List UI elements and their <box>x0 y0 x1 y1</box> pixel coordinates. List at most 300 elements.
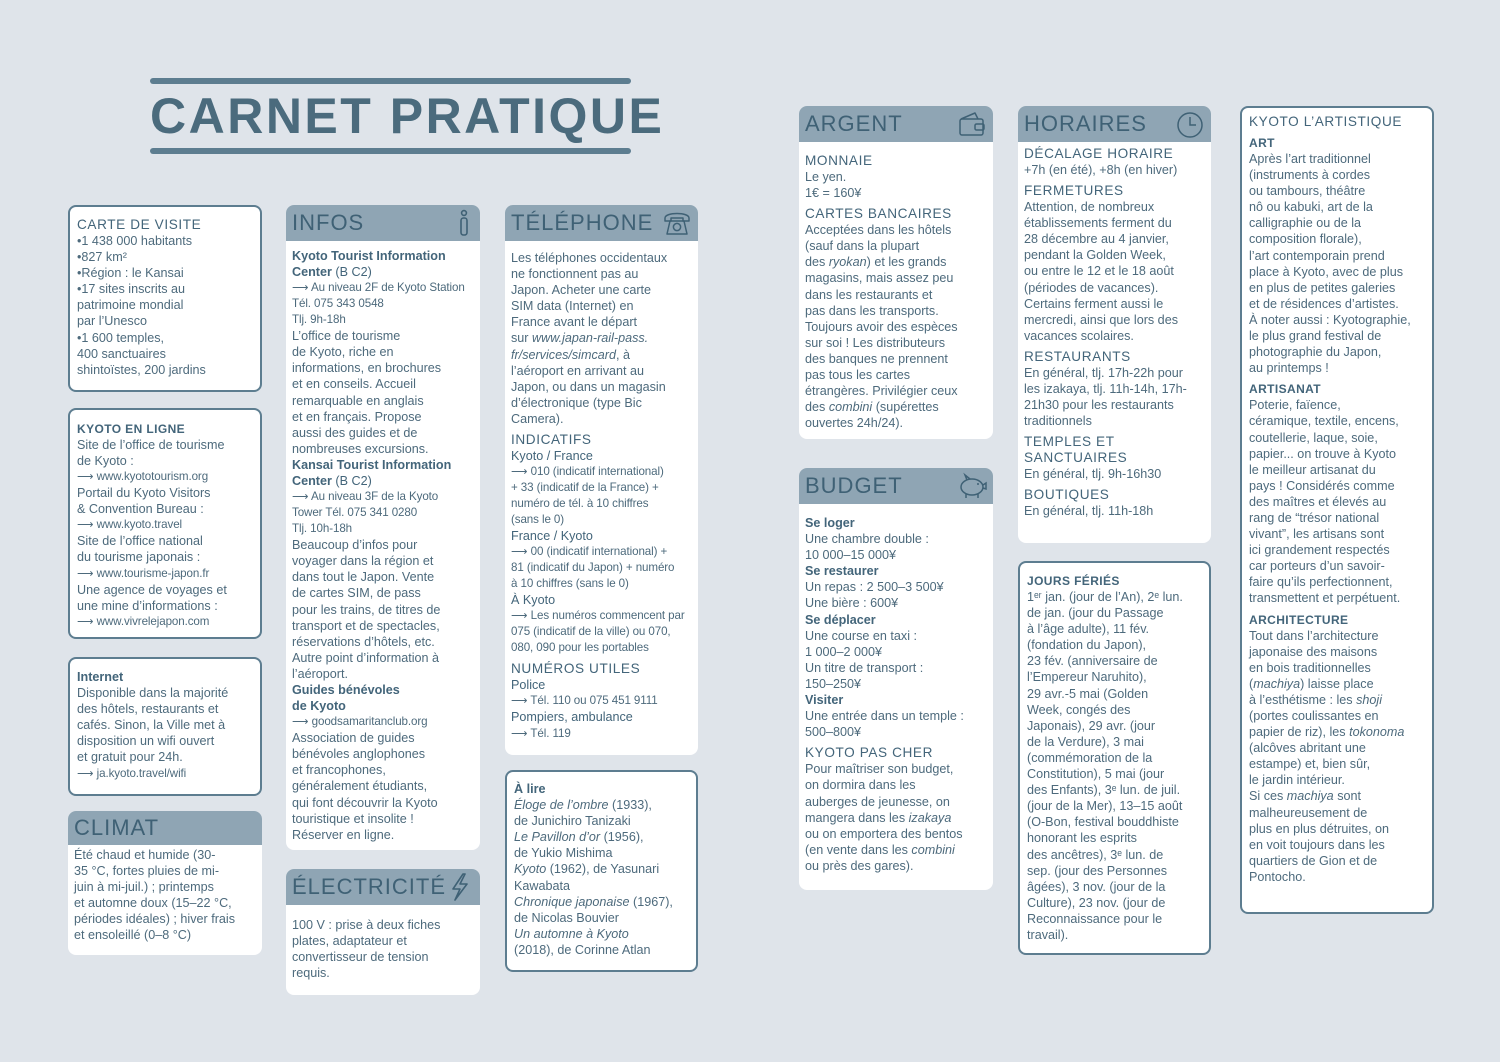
argent-text: sur soi ! Les distributeurs <box>805 335 945 350</box>
architecture-text: en voit toujours dans les <box>1249 837 1385 852</box>
horaires-text: En général, tlj. 11h-18h <box>1024 504 1154 519</box>
argent-term: combini <box>828 400 873 415</box>
electricite-header <box>286 869 480 905</box>
argent-text: dans les restaurants et <box>805 287 933 302</box>
climat-text: Été chaud et humide (30- <box>74 848 216 862</box>
artisanat-text: transmettent et perpétuent. <box>1249 591 1401 606</box>
indicatifs-heading: INDICATIFS <box>511 432 592 448</box>
info-icon <box>444 209 474 237</box>
budget-label: Se restaurer <box>805 564 879 579</box>
electricite-box <box>286 869 480 995</box>
en-ligne-text: de Kyoto : <box>77 454 134 469</box>
kyoto-pas-cher-heading: KYOTO PAS CHER <box>805 745 934 761</box>
artisanat-text: pays ! Considérés comme <box>1249 478 1395 493</box>
infos-hours: Tlj. 10h-18h <box>292 522 353 536</box>
jours-feries-heading: JOURS FÉRIÉS <box>1027 574 1120 588</box>
en-ligne-text: & Convention Bureau : <box>77 502 204 517</box>
artisanat-text: ici grandement respectés <box>1249 543 1390 558</box>
budget-term: izakaya <box>908 810 952 825</box>
telephone-text: , à <box>615 347 630 362</box>
title-rule-top <box>150 78 631 84</box>
telephone-heading: TÉLÉPHONE <box>511 210 654 235</box>
vivrelejapon-link[interactable]: ⟶ www.vivrelejapon.com <box>77 614 210 628</box>
telephone-box <box>505 205 698 755</box>
ferie-text: 1ᵉʳ jan. (jour de l’An), 2ᵉ lun. <box>1027 590 1183 604</box>
architecture-text: quartiers de Gion et de <box>1249 853 1378 868</box>
page-title: CARNET PRATIQUE <box>150 88 665 144</box>
carte-heading: CARTE DE VISITE <box>77 217 202 232</box>
en-ligne-text: Une agence de voyages et <box>77 582 227 597</box>
argent-text: étrangères. Privilégier ceux <box>805 384 958 399</box>
argent-text: Acceptées dans les hôtels <box>805 223 952 238</box>
book-year: (1933), <box>608 798 652 813</box>
indicatif-label: France / Kyoto <box>511 529 593 544</box>
carte-line: patrimoine mondial <box>77 298 184 313</box>
climat-text: 35 °C, fortes pluies de mi- <box>74 864 220 879</box>
architecture-heading: ARCHITECTURE <box>1249 612 1349 627</box>
book-title: Le Pavillon d’or <box>514 830 601 845</box>
electricite-text: convertisseur de tension <box>292 950 429 965</box>
infos-text: et en français. Propose <box>292 409 422 424</box>
infos-text: pour les trains, de titres de <box>292 602 441 617</box>
architecture-text: (alcôves abritant une <box>1249 741 1366 756</box>
horaires-text: établissements ferment du <box>1024 216 1172 231</box>
infos-kyoto-title: Center <box>292 265 332 280</box>
telephone-text: ne fonctionnent pas au <box>511 267 639 282</box>
budget-text: Une course en taxi : <box>805 628 918 643</box>
artisanat-text: vivant”, les artisans sont <box>1249 527 1385 542</box>
architecture-text: sont <box>1333 789 1362 804</box>
climat-header <box>68 811 262 845</box>
architecture-text: papier de riz), les <box>1249 725 1350 740</box>
budget-text: Une chambre double : <box>805 532 929 547</box>
infos-text: de Kyoto, riche en <box>292 345 394 360</box>
climat-box <box>68 811 262 955</box>
ferie-text: de jan. (jour du Passage <box>1027 606 1164 621</box>
art-text: en plus de petites galeries <box>1249 280 1396 295</box>
indicatif-detail: ⟶ Les numéros commencent par <box>511 609 685 623</box>
ferie-text: honorant les esprits <box>1027 831 1137 846</box>
en-ligne-text: Portail du Kyoto Visitors <box>77 486 211 501</box>
wallet-icon <box>957 110 987 138</box>
horaires-text: Attention, de nombreux <box>1024 200 1155 215</box>
numeros-utiles-heading: NUMÉROS UTILES <box>511 661 641 677</box>
indicatif-detail: ⟶ 00 (indicatif international) + <box>511 545 668 559</box>
telephone-text: Japon, ou dans un magasin <box>511 379 666 394</box>
indicatif-detail: 81 (indicatif du Japon) + numéro <box>511 561 675 575</box>
indicatif-detail: (sans le 0) <box>511 513 565 527</box>
internet-text: et gratuit pour 24h. <box>77 750 183 765</box>
budget-text: ou on emportera des bentos <box>805 826 963 841</box>
ferie-text: 23 fév. (anniversaire de <box>1027 654 1158 669</box>
ferie-text: à l’âge adulte), 11 fév. <box>1027 622 1150 637</box>
argent-text: pas dans les transports. <box>805 303 939 318</box>
japan-rail-pass-link[interactable]: fr/services/simcard <box>511 347 616 362</box>
argent-text: des <box>805 255 829 270</box>
budget-label: Se déplacer <box>805 612 876 627</box>
telephone-text: France avant le départ <box>511 315 638 330</box>
horaires-heading: HORAIRES <box>1024 111 1147 136</box>
book-title: Éloge de l’ombre <box>514 798 609 813</box>
budget-text: Pour maîtriser son budget, <box>805 762 954 777</box>
horaires-text: les izakaya, tlj. 11h-14h, 17h- <box>1024 382 1187 397</box>
temples-heading: TEMPLES ET <box>1024 434 1115 450</box>
budget-heading: BUDGET <box>805 473 903 498</box>
infos-text: nombreuses excursions. <box>292 441 429 456</box>
telephone-header <box>505 205 698 241</box>
book-author: de Yukio Mishima <box>514 846 613 861</box>
en-ligne-text: une mine d’informations : <box>77 598 218 613</box>
kyoto-artistique-box <box>1240 106 1434 914</box>
ferie-text: des ancêtres), 3ᵉ lun. de <box>1027 847 1164 862</box>
indicatif-label: À Kyoto <box>511 593 556 608</box>
book-title: Un automne à Kyoto <box>514 926 629 941</box>
architecture-term: shoji <box>1356 692 1382 707</box>
en-ligne-text: Site de l’office national <box>77 534 203 549</box>
book-author: Kawabata <box>514 878 571 893</box>
art-text: place à Kyoto, avec de plus <box>1249 264 1404 279</box>
architecture-term: tokonoma <box>1349 725 1405 740</box>
japan-rail-pass-link[interactable]: www.japan-rail-pass. <box>532 331 649 346</box>
architecture-text: malheureusement de <box>1249 805 1368 820</box>
art-text: À noter aussi : Kyotographie, <box>1249 312 1411 327</box>
architecture-term: machiya <box>1286 789 1334 804</box>
infos-text: informations, en brochures <box>292 361 442 376</box>
art-text: calligraphie ou de la <box>1249 216 1362 231</box>
electricite-text: requis. <box>292 966 330 981</box>
indicatif-detail: à 10 chiffres (sans le 0) <box>511 577 629 591</box>
argent-text: magasins, mais assez peu <box>805 271 954 286</box>
temples-heading: SANCTUAIRES <box>1024 450 1128 466</box>
argent-heading: ARGENT <box>805 111 903 136</box>
infos-kyoto-title: Kyoto Tourist Information <box>292 249 446 263</box>
budget-text: ou près des gares). <box>805 858 914 873</box>
artisanat-text: faire qu’ils perfectionnent, <box>1249 575 1393 590</box>
artisanat-text: papier... on trouve à Kyoto <box>1249 446 1397 461</box>
numero-label: Pompiers, ambulance <box>511 710 633 725</box>
budget-text: 10 000–15 000¥ <box>805 548 897 563</box>
electricite-text: plates, adaptateur et <box>292 934 407 949</box>
art-text: le plus grand festival de <box>1249 329 1382 344</box>
ferie-text: 29 avr.-5 mai (Golden <box>1027 686 1149 701</box>
argent-text: ouvertes 24h/24). <box>805 416 904 431</box>
internet-text: cafés. Sinon, la Ville met à <box>77 718 226 733</box>
horaires-text: mercredi, ainsi que lors des <box>1024 312 1178 327</box>
artisanat-text: des maîtres et élevés au <box>1249 494 1387 509</box>
horaires-text: En général, tlj. 17h-22h pour <box>1024 365 1183 380</box>
carte-line: 400 sanctuaires <box>77 346 166 361</box>
indicatif-detail: numéro de tél. à 10 chiffres <box>511 497 649 511</box>
carte-de-visite-box <box>68 205 262 392</box>
numero-value: ⟶ Tél. 110 ou 075 451 9111 <box>511 694 658 708</box>
art-text: (instruments à cordes <box>1249 168 1371 183</box>
internet-text: disposition un wifi ouvert <box>77 734 215 749</box>
internet-box <box>68 657 262 796</box>
horaires-text: Certains ferment aussi le <box>1024 296 1164 311</box>
goodsamaritan-link[interactable]: ⟶ goodsamaritanclub.org <box>292 715 428 729</box>
book-author: de Junichiro Tanizaki <box>514 814 631 829</box>
carte-line: •1 600 temples, <box>77 330 165 345</box>
artisanat-text: Poterie, faïence, <box>1249 398 1341 413</box>
budget-text: Un titre de transport : <box>805 660 924 675</box>
architecture-text: japonaise des maisons <box>1249 644 1378 659</box>
horaires-text: 28 décembre au 4 janvier, <box>1024 232 1169 247</box>
indicatif-label: Kyoto / France <box>511 449 593 464</box>
infos-text: bénévoles anglophones <box>292 747 426 762</box>
internet-text: des hôtels, restaurants et <box>77 702 219 717</box>
argent-text: des <box>805 400 829 415</box>
indicatif-detail: 075 (indicatif de la ville) ou 070, <box>511 625 671 639</box>
internet-heading: Internet <box>77 670 124 684</box>
ferie-text: Week, congés des <box>1027 702 1131 717</box>
climat-text: périodes idéales) ; hiver frais <box>74 912 235 927</box>
artistique-heading: KYOTO L’ARTISTIQUE <box>1249 114 1403 129</box>
telephone-text: Les téléphones occidentaux <box>511 251 668 265</box>
horaires-box <box>1018 106 1211 543</box>
map-reference: (B C2) <box>331 474 372 489</box>
book-year: (1967), <box>629 894 673 909</box>
infos-text: L’office de tourisme <box>292 329 401 344</box>
internet-text: Disponible dans la majorité <box>77 686 229 701</box>
art-text: au printemps ! <box>1249 361 1329 376</box>
infos-address: ⟶ Au niveau 3F de la Kyoto <box>292 490 439 504</box>
argent-text: (supérettes <box>872 400 939 415</box>
infos-kansai-title: Kansai Tourist Information <box>292 457 452 472</box>
infos-text: et en conseils. Accueil <box>292 377 416 392</box>
argent-text: ) et les grands <box>866 255 947 270</box>
artisanat-text: céramique, textile, encens, <box>1249 414 1399 429</box>
argent-term: ryokan <box>828 255 867 270</box>
horaires-header <box>1018 106 1211 142</box>
boutiques-heading: BOUTIQUES <box>1024 487 1110 503</box>
budget-text: on dormira dans les <box>805 778 916 793</box>
artisanat-text: le meilleur artisanat du <box>1249 462 1376 477</box>
en-ligne-text: du tourisme japonais : <box>77 550 201 565</box>
horaires-text: vacances scolaires. <box>1024 328 1134 343</box>
indicatif-detail: 080, 090 pour les portables <box>511 641 649 655</box>
horaires-text: (périodes de vacances). <box>1024 280 1159 295</box>
art-text: composition florale), <box>1249 232 1362 247</box>
ferie-text: sep. (jour des Personnes <box>1027 863 1168 878</box>
ferie-text: de la Verdure), 3 mai <box>1027 734 1144 749</box>
horaires-text: traditionnels <box>1024 414 1092 429</box>
infos-address: ⟶ Au niveau 2F de Kyoto Station <box>292 281 465 295</box>
carte-line: •827 km² <box>77 250 127 265</box>
infos-text: Réserver en ligne. <box>292 827 395 842</box>
carte-line: •1 438 000 habitants <box>77 234 193 248</box>
artisanat-text: car porteurs d’un savoir- <box>1249 559 1385 574</box>
budget-text: Un repas : 2 500–3 500¥ <box>805 580 944 595</box>
telephone-text: Japon. Acheter une carte <box>511 283 652 298</box>
monnaie-heading: MONNAIE <box>805 153 873 168</box>
architecture-text: en bois traditionnelles <box>1249 660 1371 675</box>
argent-text: pas tous les cartes <box>805 368 910 383</box>
architecture-text: Tout dans l’architecture <box>1249 628 1379 643</box>
kyoto-en-ligne-box <box>68 408 262 639</box>
book-author: (2018), de Corinne Atlan <box>514 942 651 957</box>
carte-line: par l’Unesco <box>77 314 147 329</box>
infos-text: l’aéroport. <box>292 666 349 681</box>
telephone-text: d’électronique (type Bic <box>511 395 642 410</box>
budget-text: 150–250¥ <box>805 676 862 691</box>
infos-text: de cartes SIM, de pass <box>292 586 421 601</box>
infos-box <box>286 205 480 850</box>
jours-feries-box <box>1018 561 1211 955</box>
budget-text: (en vente dans les <box>805 842 912 857</box>
cartes-bancaires-heading: CARTES BANCAIRES <box>805 206 952 222</box>
infos-kansai-title: Center <box>292 474 332 489</box>
ferie-text: (O-Bon, festival bouddhiste <box>1027 815 1179 830</box>
argent-header <box>799 106 993 142</box>
budget-label: Se loger <box>805 516 855 530</box>
book-title: Chronique japonaise <box>514 894 630 909</box>
electricite-text: 100 V : prise à deux fiches <box>292 918 441 932</box>
a-lire-box <box>505 770 698 972</box>
ferie-text: Culture), 23 nov. (jour de <box>1027 895 1166 910</box>
tourisme-japon-link[interactable]: ⟶ www.tourisme-japon.fr <box>77 566 210 580</box>
climat-text: et automne doux (15–22 °C, <box>74 896 232 911</box>
architecture-text: Pontocho. <box>1249 869 1306 884</box>
architecture-text: estampe) et, bien sûr, <box>1249 757 1371 772</box>
horaires-text: En général, tlj. 9h-16h30 <box>1024 467 1162 482</box>
restaurants-heading: RESTAURANTS <box>1024 348 1131 364</box>
infos-hours: Tlj. 9h-18h <box>292 313 346 327</box>
infos-text: touristique et insolite ! <box>292 811 414 826</box>
kyoto-travel-link[interactable]: ⟶ www.kyoto.travel <box>77 518 183 532</box>
horaires-text: ou entre le 12 et le 18 août <box>1024 264 1174 279</box>
ferie-text: des Enfants), 3ᵉ lun. de juil. <box>1027 783 1181 798</box>
art-text: l’art contemporain prend <box>1249 248 1385 263</box>
exchange-rate: 1€ = 160¥ <box>805 186 862 201</box>
budget-term: combini <box>911 842 955 857</box>
artisanat-heading: ARTISANAT <box>1249 382 1322 397</box>
en-ligne-text: Site de l’office de tourisme <box>77 438 225 452</box>
infos-text: transport et de spectacles, <box>292 618 440 633</box>
art-heading: ART <box>1249 136 1275 150</box>
artisanat-text: coutellerie, laque, soie, <box>1249 430 1378 445</box>
art-text: nô ou kabuki, art de la <box>1249 200 1373 215</box>
art-text: Après l’art traditionnel <box>1249 152 1371 166</box>
carte-line: shintoïstes, 200 jardins <box>77 362 206 377</box>
infos-text: généralement étudiants, <box>292 779 428 794</box>
a-lire-heading: À lire <box>514 782 546 796</box>
infos-text: voyager dans la région et <box>292 554 434 569</box>
architecture-term: machiya <box>1253 676 1301 691</box>
architecture-text: Si ces <box>1249 789 1287 804</box>
wifi-link[interactable]: ⟶ ja.kyoto.travel/wifi <box>77 766 187 780</box>
architecture-text: le jardin intérieur. <box>1249 773 1345 788</box>
book-year: (1962), de Yasunari <box>546 862 660 877</box>
architecture-text: à l’esthétisme : les <box>1249 692 1357 707</box>
decalage-heading: DÉCALAGE HORAIRE <box>1024 146 1174 161</box>
book-author: de Nicolas Bouvier <box>514 910 619 925</box>
architecture-text: plus en plus détruites, on <box>1249 821 1390 836</box>
budget-header <box>799 468 993 504</box>
indicatif-detail: + 33 (indicatif de la France) + <box>511 481 659 495</box>
infos-text: remarquable en anglais <box>292 393 424 408</box>
horaires-text: +7h (en été), +8h (en hiver) <box>1024 163 1178 177</box>
book-title: Kyoto <box>514 862 547 877</box>
electricite-heading: ÉLECTRICITÉ <box>292 874 447 899</box>
argent-text: Le yen. <box>805 170 847 184</box>
art-text: ou tambours, théâtre <box>1249 184 1366 199</box>
ferie-text: Constitution), 5 mai (jour <box>1027 767 1165 782</box>
map-reference: (B C2) <box>331 265 372 280</box>
ferie-text: (fondation du Japon), <box>1027 638 1147 653</box>
infos-text: aussi des guides et de <box>292 425 418 440</box>
infos-phone: Tower Tél. 075 341 0280 <box>292 506 418 520</box>
infos-text: Association de guides <box>292 731 415 746</box>
argent-text: des banques ne prennent <box>805 351 948 366</box>
budget-box <box>799 468 993 890</box>
climat-text: juin à mi-juil.) ; printemps <box>74 880 214 895</box>
infos-text: qui font découvrir la Kyoto <box>292 795 438 810</box>
kyototourism-link[interactable]: ⟶ www.kyototourism.org <box>77 470 209 484</box>
carte-line: •17 sites inscrits au <box>77 282 186 297</box>
climat-heading: CLIMAT <box>74 815 160 840</box>
art-text: photographie du Japon, <box>1249 345 1382 360</box>
numero-value: ⟶ Tél. 119 <box>511 726 571 740</box>
artisanat-text: rang de “trésor national <box>1249 510 1380 525</box>
clock-icon <box>1173 110 1207 138</box>
ferie-text: (commémoration de la <box>1027 750 1153 765</box>
telephone-text: l’aéroport en arrivant au <box>511 363 645 378</box>
infos-guides-title: Guides bénévoles <box>292 682 400 697</box>
budget-label: Visiter <box>805 693 844 708</box>
ferie-text: l’Empereur Naruhito), <box>1027 670 1147 685</box>
climat-text: et ensoleillé (0–8 °C) <box>74 928 192 943</box>
ferie-text: Reconnaissance pour le <box>1027 911 1163 926</box>
ferie-text: travail). <box>1027 927 1069 942</box>
infos-phone: Tél. 075 343 0548 <box>292 297 384 311</box>
architecture-text: (portes coulissantes en <box>1249 709 1379 723</box>
infos-text: dans tout le Japon. Vente <box>292 570 435 585</box>
budget-text: 1 000–2 000¥ <box>805 644 883 659</box>
budget-text: auberges de jeunesse, on <box>805 794 950 809</box>
infos-text: et francophones, <box>292 763 386 778</box>
fermetures-heading: FERMETURES <box>1024 183 1124 199</box>
ferie-text: âgées), 3 nov. (jour de la <box>1027 879 1166 894</box>
carte-line: •Région : le Kansai <box>77 266 184 281</box>
argent-text: Toujours avoir des espèces <box>805 319 958 334</box>
horaires-text: 21h30 pour les restaurants <box>1024 398 1174 413</box>
infos-heading: INFOS <box>292 210 365 235</box>
telephone-icon <box>660 209 694 237</box>
infos-text: Autre point d’information à <box>292 650 440 665</box>
indicatif-detail: ⟶ 010 (indicatif international) <box>511 465 664 479</box>
budget-text: Une bière : 600¥ <box>805 596 899 611</box>
budget-text: mangera dans les <box>805 810 909 825</box>
numero-label: Police <box>511 678 546 693</box>
ferie-text: (jour de la Mer), 13–15 août <box>1027 799 1183 814</box>
horaires-text: pendant la Golden Week, <box>1024 248 1166 263</box>
en-ligne-heading: KYOTO EN LIGNE <box>77 422 186 436</box>
telephone-text: sur <box>511 331 532 346</box>
architecture-text: ) laisse place <box>1300 676 1374 691</box>
infos-text: Beaucoup d’infos pour <box>292 538 418 553</box>
infos-header <box>286 205 480 241</box>
telephone-text: Camera). <box>511 411 564 426</box>
ferie-text: Japonais), 29 avr. (jour <box>1027 718 1156 733</box>
budget-text: Une entrée dans un temple : <box>805 709 964 724</box>
telephone-text: SIM data (Internet) en <box>511 299 634 314</box>
book-year: (1956), <box>600 830 644 845</box>
budget-text: 500–800¥ <box>805 725 862 740</box>
art-text: et de résidences d’artistes. <box>1249 296 1399 311</box>
architecture-text: ( <box>1249 676 1254 691</box>
title-rule-bottom <box>150 148 631 154</box>
infos-text: réservations d’hôtels, etc. <box>292 634 435 649</box>
